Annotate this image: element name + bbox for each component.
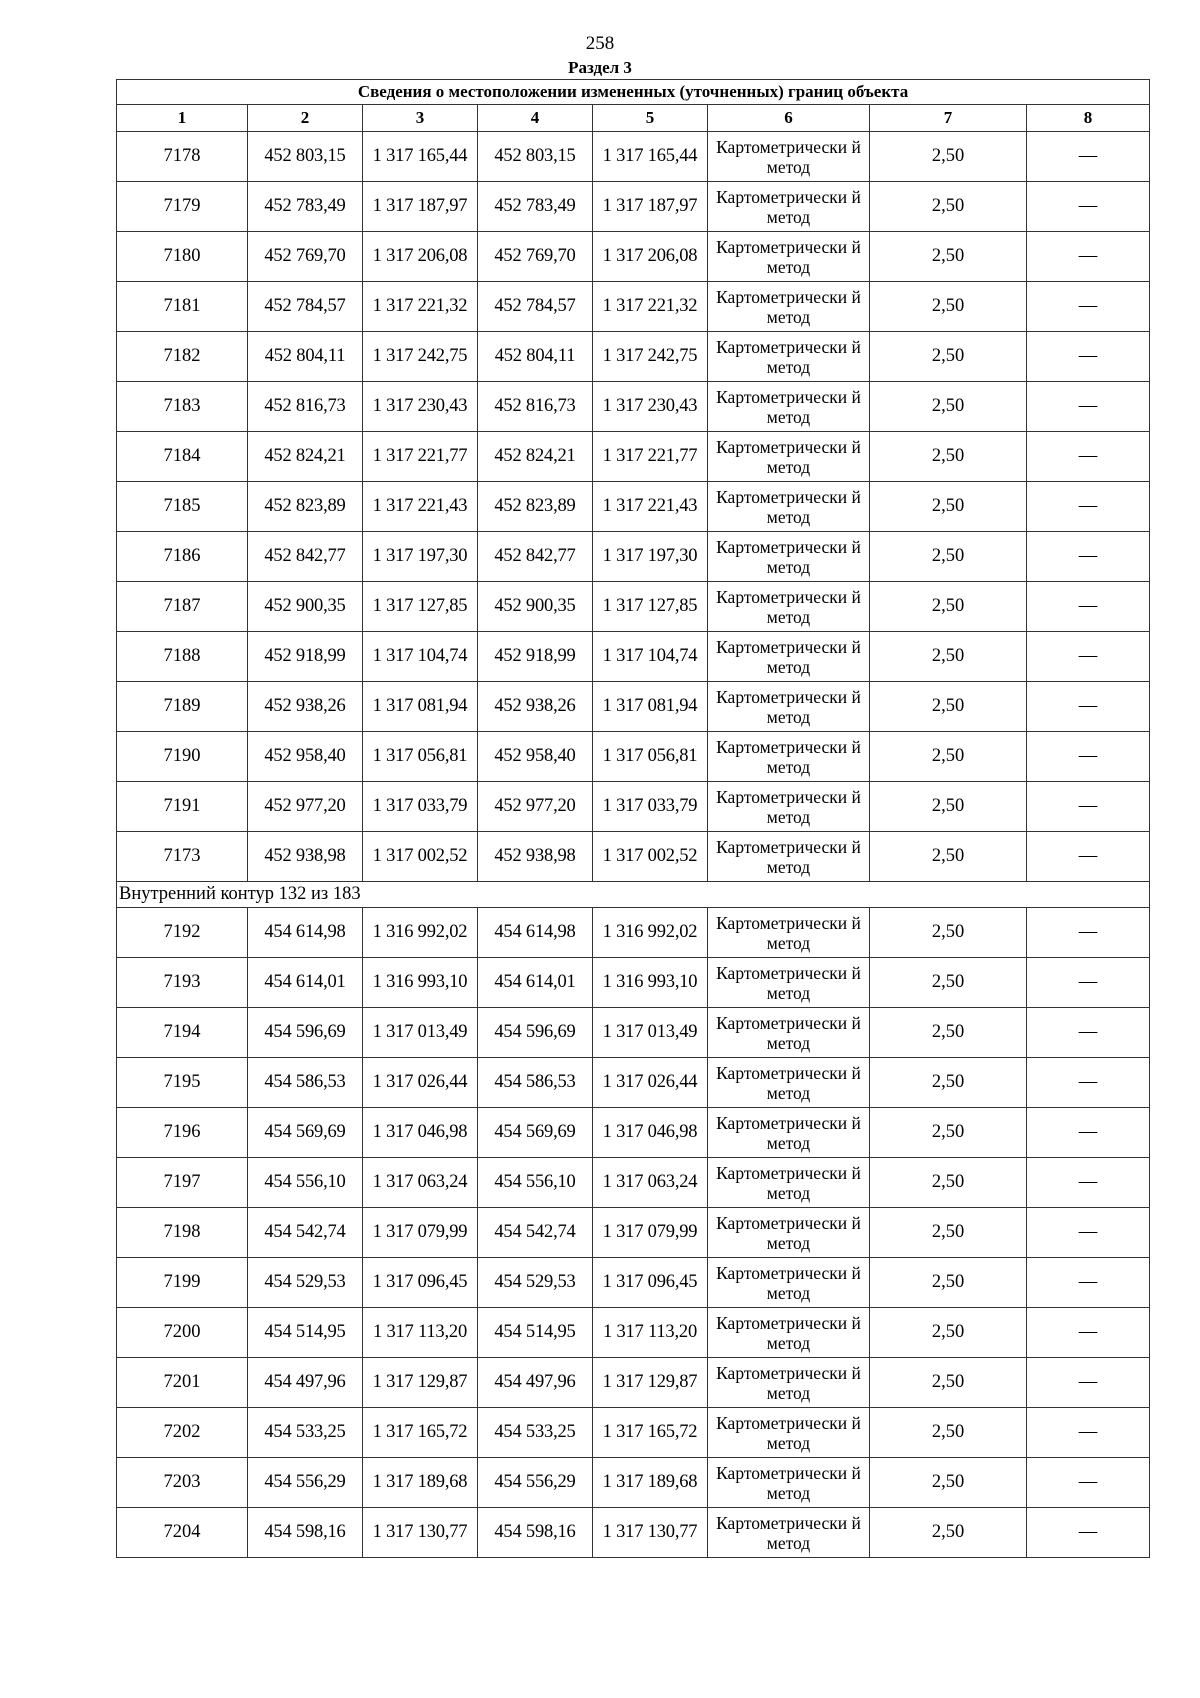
y-coord-cell: 1 317 046,98 [363, 1108, 478, 1158]
method-cell: Картометрически й метод [708, 482, 870, 532]
precision-cell: 2,50 [870, 282, 1027, 332]
table-row [117, 432, 1150, 482]
table-row [117, 182, 1150, 232]
precision-cell: 2,50 [870, 682, 1027, 732]
y-coord-cell: 1 317 242,75 [363, 332, 478, 382]
y-coord-cell: 1 317 081,94 [363, 682, 478, 732]
description-cell: — [1027, 332, 1150, 382]
y-coord-cell: 1 317 096,45 [593, 1258, 708, 1308]
y-coord-cell: 1 317 026,44 [593, 1058, 708, 1108]
y-coord-cell: 1 316 992,02 [363, 908, 478, 958]
y-coord-cell: 1 317 165,44 [363, 132, 478, 182]
x-coord-cell: 454 556,10 [248, 1158, 363, 1208]
column-header: 6 [708, 105, 870, 132]
x-coord-cell: 452 783,49 [478, 182, 593, 232]
x-coord-cell: 452 804,11 [248, 332, 363, 382]
y-coord-cell: 1 317 165,72 [593, 1408, 708, 1458]
y-coord-cell: 1 316 993,10 [363, 958, 478, 1008]
point-number-cell: 7188 [117, 632, 248, 682]
precision-cell: 2,50 [870, 1408, 1027, 1458]
x-coord-cell: 454 514,95 [478, 1308, 593, 1358]
method-cell: Картометрически й метод [708, 532, 870, 582]
description-cell: — [1027, 382, 1150, 432]
precision-cell: 2,50 [870, 832, 1027, 882]
y-coord-cell: 1 317 221,77 [363, 432, 478, 482]
point-number-cell: 7197 [117, 1158, 248, 1208]
y-coord-cell: 1 317 221,43 [363, 482, 478, 532]
contour-row [117, 882, 1150, 908]
page-number: 258 [585, 33, 615, 54]
y-coord-cell: 1 317 230,43 [363, 382, 478, 432]
x-coord-cell: 452 824,21 [248, 432, 363, 482]
point-number-cell: 7193 [117, 958, 248, 1008]
description-cell: — [1027, 632, 1150, 682]
table-row [117, 1408, 1150, 1458]
x-coord-cell: 452 958,40 [248, 732, 363, 782]
y-coord-cell: 1 316 993,10 [593, 958, 708, 1008]
point-number-cell: 7189 [117, 682, 248, 732]
y-coord-cell: 1 317 013,49 [593, 1008, 708, 1058]
point-number-cell: 7178 [117, 132, 248, 182]
x-coord-cell: 452 783,49 [248, 182, 363, 232]
column-header: 5 [593, 105, 708, 132]
precision-cell: 2,50 [870, 332, 1027, 382]
y-coord-cell: 1 317 206,08 [363, 232, 478, 282]
method-cell: Картометрически й метод [708, 1308, 870, 1358]
precision-cell: 2,50 [870, 632, 1027, 682]
table-row [117, 482, 1150, 532]
point-number-cell: 7202 [117, 1408, 248, 1458]
description-cell: — [1027, 582, 1150, 632]
precision-cell: 2,50 [870, 432, 1027, 482]
point-number-cell: 7192 [117, 908, 248, 958]
table-row [117, 908, 1150, 958]
method-cell: Картометрически й метод [708, 682, 870, 732]
x-coord-cell: 454 569,69 [478, 1108, 593, 1158]
y-coord-cell: 1 317 189,68 [593, 1458, 708, 1508]
x-coord-cell: 454 586,53 [248, 1058, 363, 1108]
method-cell: Картометрически й метод [708, 1058, 870, 1108]
section-title: Раздел 3 [568, 58, 632, 77]
description-cell: — [1027, 182, 1150, 232]
point-number-cell: 7185 [117, 482, 248, 532]
description-cell: — [1027, 232, 1150, 282]
method-cell: Картометрически й метод [708, 132, 870, 182]
y-coord-cell: 1 317 013,49 [363, 1008, 478, 1058]
point-number-cell: 7186 [117, 532, 248, 582]
table-row [117, 832, 1150, 882]
y-coord-cell: 1 317 130,77 [363, 1508, 478, 1558]
description-cell: — [1027, 1308, 1150, 1358]
precision-cell: 2,50 [870, 482, 1027, 532]
x-coord-cell: 454 586,53 [478, 1058, 593, 1108]
method-cell: Картометрически й метод [708, 1158, 870, 1208]
table-row [117, 1358, 1150, 1408]
precision-cell: 2,50 [870, 908, 1027, 958]
x-coord-cell: 454 598,16 [478, 1508, 593, 1558]
y-coord-cell: 1 317 081,94 [593, 682, 708, 732]
table-row [117, 1058, 1150, 1108]
y-coord-cell: 1 317 230,43 [593, 382, 708, 432]
x-coord-cell: 452 816,73 [248, 382, 363, 432]
table-row [117, 632, 1150, 682]
method-cell: Картометрически й метод [708, 1258, 870, 1308]
column-header: 4 [478, 105, 593, 132]
x-coord-cell: 452 824,21 [478, 432, 593, 482]
description-cell: — [1027, 832, 1150, 882]
table-row [117, 682, 1150, 732]
x-coord-cell: 454 614,98 [248, 908, 363, 958]
y-coord-cell: 1 317 197,30 [363, 532, 478, 582]
point-number-cell: 7204 [117, 1508, 248, 1558]
table-row [117, 282, 1150, 332]
description-cell: — [1027, 1508, 1150, 1558]
y-coord-cell: 1 317 113,20 [363, 1308, 478, 1358]
x-coord-cell: 454 529,53 [248, 1258, 363, 1308]
x-coord-cell: 454 497,96 [478, 1358, 593, 1408]
method-cell: Картометрически й метод [708, 1008, 870, 1058]
precision-cell: 2,50 [870, 1108, 1027, 1158]
x-coord-cell: 452 842,77 [248, 532, 363, 582]
x-coord-cell: 452 823,89 [248, 482, 363, 532]
y-coord-cell: 1 317 165,44 [593, 132, 708, 182]
table-row [117, 1458, 1150, 1508]
description-cell: — [1027, 1208, 1150, 1258]
table-row [117, 1008, 1150, 1058]
table-row [117, 1308, 1150, 1358]
y-coord-cell: 1 317 002,52 [363, 832, 478, 882]
precision-cell: 2,50 [870, 1158, 1027, 1208]
point-number-cell: 7173 [117, 832, 248, 882]
column-header-row [117, 105, 1150, 132]
point-number-cell: 7201 [117, 1358, 248, 1408]
x-coord-cell: 454 542,74 [248, 1208, 363, 1258]
precision-cell: 2,50 [870, 732, 1027, 782]
x-coord-cell: 452 804,11 [478, 332, 593, 382]
method-cell: Картометрически й метод [708, 282, 870, 332]
table-row [117, 332, 1150, 382]
y-coord-cell: 1 317 165,72 [363, 1408, 478, 1458]
x-coord-cell: 454 497,96 [248, 1358, 363, 1408]
point-number-cell: 7187 [117, 582, 248, 632]
x-coord-cell: 452 769,70 [248, 232, 363, 282]
method-cell: Картометрически й метод [708, 1408, 870, 1458]
method-cell: Картометрически й метод [708, 908, 870, 958]
x-coord-cell: 454 556,10 [478, 1158, 593, 1208]
x-coord-cell: 454 598,16 [248, 1508, 363, 1558]
description-cell: — [1027, 908, 1150, 958]
table-row [117, 582, 1150, 632]
point-number-cell: 7191 [117, 782, 248, 832]
y-coord-cell: 1 317 063,24 [593, 1158, 708, 1208]
y-coord-cell: 1 317 206,08 [593, 232, 708, 282]
y-coord-cell: 1 317 056,81 [593, 732, 708, 782]
x-coord-cell: 452 803,15 [248, 132, 363, 182]
x-coord-cell: 452 816,73 [478, 382, 593, 432]
y-coord-cell: 1 317 189,68 [363, 1458, 478, 1508]
description-cell: — [1027, 1058, 1150, 1108]
x-coord-cell: 452 938,98 [248, 832, 363, 882]
method-cell: Картометрически й метод [708, 182, 870, 232]
precision-cell: 2,50 [870, 1458, 1027, 1508]
method-cell: Картометрически й метод [708, 1508, 870, 1558]
point-number-cell: 7183 [117, 382, 248, 432]
x-coord-cell: 454 556,29 [478, 1458, 593, 1508]
table-row [117, 1508, 1150, 1558]
description-cell: — [1027, 432, 1150, 482]
point-number-cell: 7196 [117, 1108, 248, 1158]
point-number-cell: 7199 [117, 1258, 248, 1308]
precision-cell: 2,50 [870, 232, 1027, 282]
x-coord-cell: 452 938,26 [478, 682, 593, 732]
x-coord-cell: 452 784,57 [478, 282, 593, 332]
y-coord-cell: 1 317 104,74 [363, 632, 478, 682]
method-cell: Картометрически й метод [708, 1358, 870, 1408]
y-coord-cell: 1 317 130,77 [593, 1508, 708, 1558]
x-coord-cell: 452 900,35 [478, 582, 593, 632]
table-row [117, 958, 1150, 1008]
point-number-cell: 7181 [117, 282, 248, 332]
precision-cell: 2,50 [870, 1308, 1027, 1358]
precision-cell: 2,50 [870, 582, 1027, 632]
x-coord-cell: 454 614,98 [478, 908, 593, 958]
y-coord-cell: 1 317 033,79 [363, 782, 478, 832]
point-number-cell: 7194 [117, 1008, 248, 1058]
x-coord-cell: 452 803,15 [478, 132, 593, 182]
x-coord-cell: 454 596,69 [248, 1008, 363, 1058]
point-number-cell: 7195 [117, 1058, 248, 1108]
method-cell: Картометрически й метод [708, 382, 870, 432]
x-coord-cell: 454 514,95 [248, 1308, 363, 1358]
x-coord-cell: 452 938,98 [478, 832, 593, 882]
x-coord-cell: 452 977,20 [478, 782, 593, 832]
y-coord-cell: 1 317 187,97 [593, 182, 708, 232]
y-coord-cell: 1 317 242,75 [593, 332, 708, 382]
y-coord-cell: 1 317 129,87 [593, 1358, 708, 1408]
x-coord-cell: 452 769,70 [478, 232, 593, 282]
point-number-cell: 7200 [117, 1308, 248, 1358]
y-coord-cell: 1 317 127,85 [593, 582, 708, 632]
method-cell: Картометрически й метод [708, 958, 870, 1008]
x-coord-cell: 452 958,40 [478, 732, 593, 782]
x-coord-cell: 452 823,89 [478, 482, 593, 532]
x-coord-cell: 452 918,99 [248, 632, 363, 682]
point-number-cell: 7198 [117, 1208, 248, 1258]
precision-cell: 2,50 [870, 1208, 1027, 1258]
y-coord-cell: 1 317 129,87 [363, 1358, 478, 1408]
y-coord-cell: 1 317 113,20 [593, 1308, 708, 1358]
point-number-cell: 7179 [117, 182, 248, 232]
table-row [117, 1108, 1150, 1158]
method-cell: Картометрически й метод [708, 582, 870, 632]
description-cell: — [1027, 532, 1150, 582]
y-coord-cell: 1 317 096,45 [363, 1258, 478, 1308]
point-number-cell: 7190 [117, 732, 248, 782]
boundary-coordinates-table [116, 79, 1150, 1558]
table-row [117, 1258, 1150, 1308]
precision-cell: 2,50 [870, 532, 1027, 582]
table-caption: Сведения о местоположении измененных (уточненных) границ объекта [117, 80, 1150, 105]
x-coord-cell: 452 842,77 [478, 532, 593, 582]
precision-cell: 2,50 [870, 1258, 1027, 1308]
description-cell: — [1027, 482, 1150, 532]
point-number-cell: 7182 [117, 332, 248, 382]
method-cell: Картометрически й метод [708, 832, 870, 882]
table-row [117, 132, 1150, 182]
y-coord-cell: 1 317 221,32 [363, 282, 478, 332]
point-number-cell: 7184 [117, 432, 248, 482]
y-coord-cell: 1 317 187,97 [363, 182, 478, 232]
column-header: 3 [363, 105, 478, 132]
column-header: 2 [248, 105, 363, 132]
point-number-cell: 7180 [117, 232, 248, 282]
precision-cell: 2,50 [870, 1508, 1027, 1558]
method-cell: Картометрически й метод [708, 332, 870, 382]
table-row [117, 532, 1150, 582]
x-coord-cell: 454 533,25 [248, 1408, 363, 1458]
description-cell: — [1027, 782, 1150, 832]
table-caption-row [117, 80, 1150, 105]
precision-cell: 2,50 [870, 782, 1027, 832]
y-coord-cell: 1 316 992,02 [593, 908, 708, 958]
description-cell: — [1027, 1008, 1150, 1058]
table-row [117, 232, 1150, 282]
y-coord-cell: 1 317 221,32 [593, 282, 708, 332]
method-cell: Картометрически й метод [708, 632, 870, 682]
precision-cell: 2,50 [870, 182, 1027, 232]
y-coord-cell: 1 317 197,30 [593, 532, 708, 582]
precision-cell: 2,50 [870, 1358, 1027, 1408]
description-cell: — [1027, 1408, 1150, 1458]
precision-cell: 2,50 [870, 382, 1027, 432]
x-coord-cell: 454 569,69 [248, 1108, 363, 1158]
precision-cell: 2,50 [870, 958, 1027, 1008]
x-coord-cell: 454 556,29 [248, 1458, 363, 1508]
column-header: 8 [1027, 105, 1150, 132]
table-row [117, 1208, 1150, 1258]
method-cell: Картометрически й метод [708, 1208, 870, 1258]
column-header: 1 [117, 105, 248, 132]
point-number-cell: 7203 [117, 1458, 248, 1508]
x-coord-cell: 454 614,01 [248, 958, 363, 1008]
method-cell: Картометрически й метод [708, 232, 870, 282]
y-coord-cell: 1 317 063,24 [363, 1158, 478, 1208]
method-cell: Картометрически й метод [708, 782, 870, 832]
method-cell: Картометрически й метод [708, 432, 870, 482]
method-cell: Картометрически й метод [708, 732, 870, 782]
x-coord-cell: 454 529,53 [478, 1258, 593, 1308]
precision-cell: 2,50 [870, 1008, 1027, 1058]
description-cell: — [1027, 958, 1150, 1008]
y-coord-cell: 1 317 221,77 [593, 432, 708, 482]
x-coord-cell: 454 614,01 [478, 958, 593, 1008]
description-cell: — [1027, 732, 1150, 782]
table-row [117, 1158, 1150, 1208]
y-coord-cell: 1 317 002,52 [593, 832, 708, 882]
x-coord-cell: 452 784,57 [248, 282, 363, 332]
y-coord-cell: 1 317 104,74 [593, 632, 708, 682]
contour-label: Внутренний контур 132 из 183 [117, 882, 1150, 908]
method-cell: Картометрически й метод [708, 1108, 870, 1158]
description-cell: — [1027, 1358, 1150, 1408]
x-coord-cell: 454 542,74 [478, 1208, 593, 1258]
description-cell: — [1027, 1158, 1150, 1208]
table-row [117, 382, 1150, 432]
x-coord-cell: 452 977,20 [248, 782, 363, 832]
description-cell: — [1027, 1258, 1150, 1308]
description-cell: — [1027, 132, 1150, 182]
y-coord-cell: 1 317 079,99 [363, 1208, 478, 1258]
column-header: 7 [870, 105, 1027, 132]
description-cell: — [1027, 282, 1150, 332]
table-row [117, 732, 1150, 782]
precision-cell: 2,50 [870, 132, 1027, 182]
description-cell: — [1027, 1108, 1150, 1158]
x-coord-cell: 452 900,35 [248, 582, 363, 632]
y-coord-cell: 1 317 046,98 [593, 1108, 708, 1158]
description-cell: — [1027, 682, 1150, 732]
x-coord-cell: 454 533,25 [478, 1408, 593, 1458]
y-coord-cell: 1 317 221,43 [593, 482, 708, 532]
y-coord-cell: 1 317 033,79 [593, 782, 708, 832]
y-coord-cell: 1 317 079,99 [593, 1208, 708, 1258]
y-coord-cell: 1 317 056,81 [363, 732, 478, 782]
description-cell: — [1027, 1458, 1150, 1508]
x-coord-cell: 452 938,26 [248, 682, 363, 732]
x-coord-cell: 452 918,99 [478, 632, 593, 682]
table-row [117, 782, 1150, 832]
method-cell: Картометрически й метод [708, 1458, 870, 1508]
y-coord-cell: 1 317 026,44 [363, 1058, 478, 1108]
precision-cell: 2,50 [870, 1058, 1027, 1108]
x-coord-cell: 454 596,69 [478, 1008, 593, 1058]
y-coord-cell: 1 317 127,85 [363, 582, 478, 632]
